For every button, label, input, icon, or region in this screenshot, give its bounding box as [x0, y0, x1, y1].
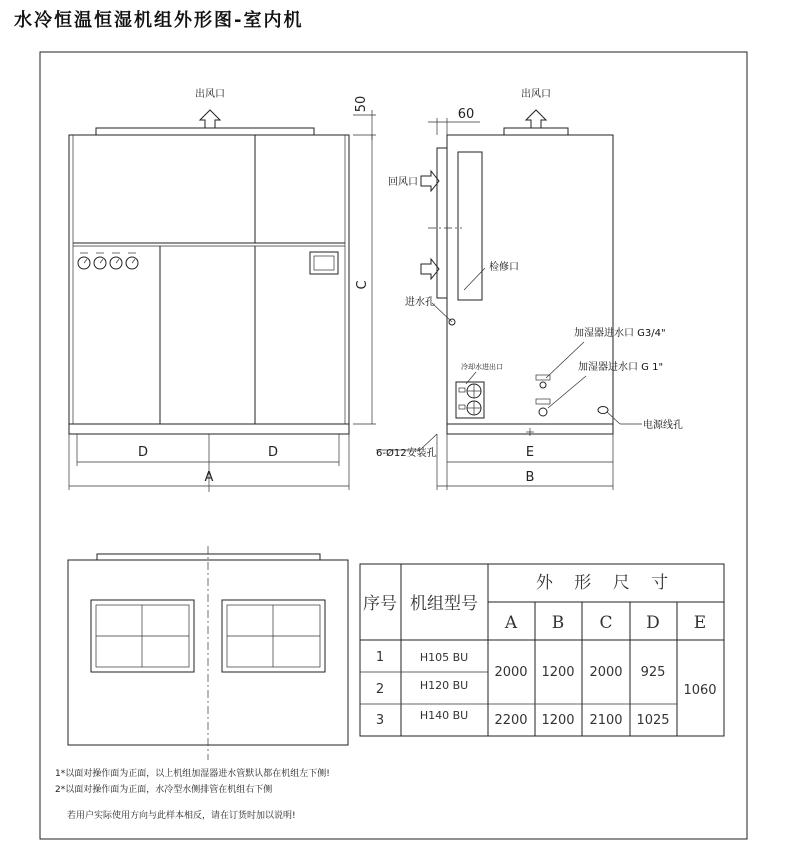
table-cell: 2000: [494, 665, 528, 680]
table-row-model: H120 BU: [419, 679, 469, 692]
note-1: 1*以面对操作面为正面，以上机组加湿器进水管默认都在机组左下侧!: [55, 769, 330, 779]
front-outlet-plate: [96, 128, 314, 135]
table-row-seq: 2: [375, 682, 385, 697]
dimension-table: [360, 564, 724, 736]
notes: [55, 767, 330, 821]
top-view: [68, 546, 348, 760]
side-dim-top: 60: [457, 107, 475, 122]
side-outlet-plate: [504, 128, 568, 135]
table-cell-e: 1060: [683, 683, 717, 698]
table-cell: 1200: [541, 713, 575, 728]
table-header-model: 机组型号: [410, 594, 478, 614]
table-row-model: H140 BU: [419, 709, 469, 722]
side-cabinet: [447, 135, 613, 424]
table-dim-header: E: [693, 613, 707, 633]
note-3: 若用户实际使用方向与此样本相反，请在订货时加以说明!: [67, 811, 296, 821]
return-air-arrow-icon: [421, 259, 439, 279]
side-outlet-label: 出风口: [521, 89, 551, 100]
return-air-arrow-icon: [421, 171, 439, 191]
return-air-frame: [437, 148, 447, 298]
humidifier-g34-label: 加湿器进水口 G3/4": [574, 328, 666, 339]
coolant-label: 冷却水进出口: [461, 363, 503, 371]
power-hole-label: 电源线孔: [643, 420, 683, 431]
table-dim-header: B: [551, 613, 565, 633]
gauge-icons: [78, 253, 138, 269]
side-outlet-arrow-icon: [526, 110, 546, 128]
front-dim-d-right: D: [267, 445, 279, 460]
service-door: [458, 152, 482, 300]
table-dim-header: D: [646, 613, 660, 633]
table-dim-header: C: [599, 613, 613, 633]
page-title: 水冷恒温恒湿机组外形图-室内机: [14, 10, 304, 31]
table-cell: 2000: [589, 665, 623, 680]
inlet-hole-label: 进水孔: [405, 297, 435, 308]
side-dim-e: E: [525, 445, 535, 460]
front-dim-d-left: D: [137, 445, 149, 460]
front-dim-top: 50: [354, 95, 369, 113]
front-view: [69, 87, 376, 492]
table-dim-header: A: [504, 613, 518, 633]
note-2: 2*以面对操作面为正面，水冷型水侧排管在机组右下侧: [55, 785, 273, 795]
power-hole-icon: [598, 407, 608, 414]
table-row-model: H105 BU: [419, 651, 469, 664]
table-row-seq: 1: [375, 650, 385, 665]
table-row-seq: 3: [375, 713, 385, 728]
table-header-seq: 序号: [363, 594, 397, 614]
table-cell: 1025: [636, 713, 670, 728]
humidifier-g1-label: 加湿器进水口 G 1": [578, 362, 664, 373]
table-cell: 2100: [589, 713, 623, 728]
table-cell: 1200: [541, 665, 575, 680]
front-base: [69, 424, 349, 434]
front-cabinet: [69, 135, 349, 424]
front-outlet-label: 出风口: [195, 89, 225, 100]
top-outlet-plate: [97, 554, 320, 560]
mount-holes-label: 6-Ø12安装孔: [376, 448, 437, 459]
humidifier-port-plate: [536, 399, 550, 404]
side-view: [376, 87, 683, 490]
table-cell: 2200: [494, 713, 528, 728]
front-outlet-arrow-icon: [200, 110, 220, 128]
return-air-label: 回风口: [388, 177, 418, 188]
front-dim-height: C: [355, 280, 370, 290]
humidifier-port-icon: [540, 382, 546, 388]
humidifier-port-icon: [539, 408, 547, 416]
service-label: 检修口: [489, 262, 519, 273]
table-cell: 925: [640, 665, 666, 680]
side-dim-b: B: [525, 470, 535, 485]
front-dim-width: A: [204, 470, 214, 485]
table-header-dims: 外 形 尺 寸: [535, 573, 677, 593]
